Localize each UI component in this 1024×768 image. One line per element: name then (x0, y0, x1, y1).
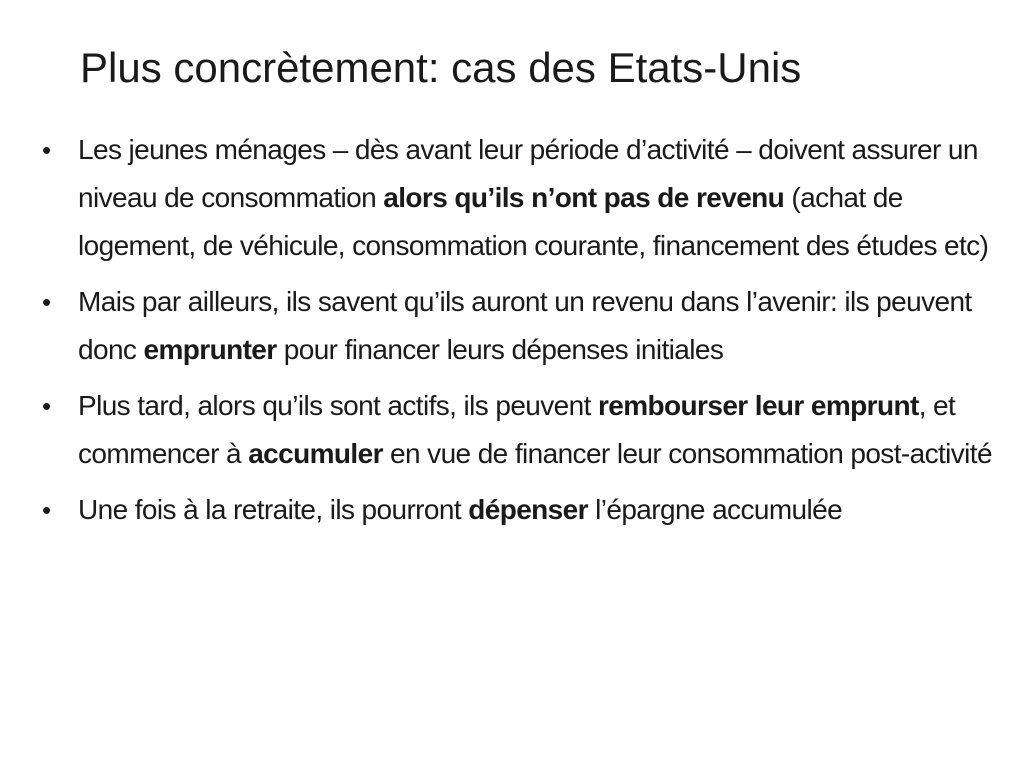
bullet-text-segment: Les jeunes ménages – dès avant leur période d’activité – doivent assurer un niveau de consommation (78, 134, 978, 213)
bullet-list (36, 126, 994, 542)
bullet-text-segment: Plus tard, alors qu’ils sont actifs, ils peuvent (78, 390, 598, 421)
bullet-marker: • (42, 495, 51, 525)
slide-title: Plus concrètement: cas des Etats-Unis (80, 44, 802, 91)
bullet-text-segment: pour financer leurs dépenses initiales (276, 334, 724, 365)
bullet-text-emphasis: dépenser (468, 494, 588, 525)
bullet-text-segment: (achat de logement, de véhicule, consommation courante, financement des études etc) (78, 182, 989, 261)
bullet-marker: • (42, 135, 51, 165)
bullet-text-segment: en vue de financer leur consommation post-activité (382, 438, 992, 469)
bullet-marker: • (42, 287, 51, 317)
bullet-text-segment: , et commencer à (78, 390, 956, 469)
bullet-text-segment: Mais par ailleurs, ils savent qu’ils auront un revenu dans l’avenir: ils peuvent donc (78, 286, 972, 365)
bullet-marker: • (42, 391, 51, 421)
bullet-item-2 (36, 278, 994, 374)
bullet-item-4 (36, 486, 994, 534)
bullet-text-emphasis: rembourser leur emprunt (597, 390, 919, 421)
bullet-item-3 (36, 382, 994, 478)
bullet-text-emphasis: emprunter (143, 334, 277, 365)
bullet-text-emphasis: accumuler (248, 438, 383, 469)
bullet-text-segment: l’épargne accumulée (587, 494, 843, 525)
bullet-item-1 (36, 126, 994, 270)
bullet-text-emphasis: alors qu’ils n’ont pas de revenu (383, 182, 785, 213)
bullet-text-segment: Une fois à la retraite, ils pourront (78, 494, 469, 525)
